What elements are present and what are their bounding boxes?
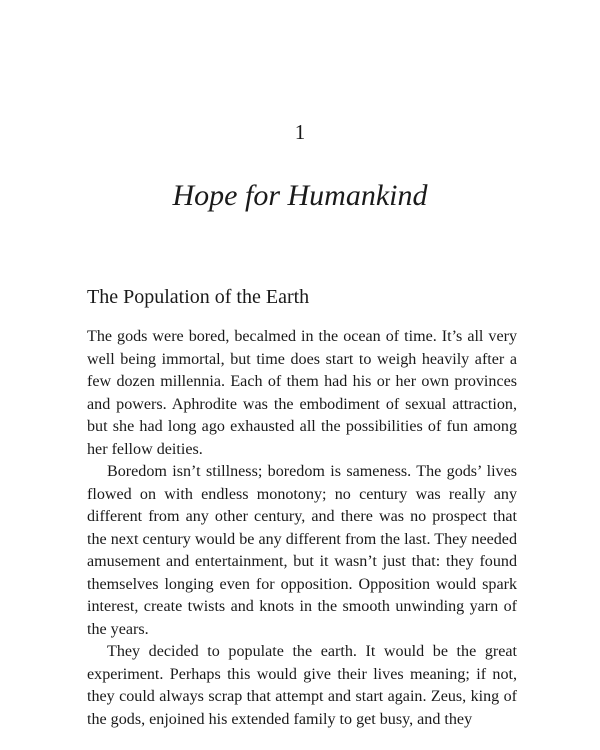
- paragraph-1: The gods were bored, becalmed in the ocean of time. It’s all very well being immortal, but time does start to weigh heavily after a few dozen millennia. Each of them had his or her own provinces and powers. Aphrodite was the embodiment of sexual attraction, but she had long ago exhausted all the possibilities of fun among her fellow deities.: [87, 328, 517, 458]
- section-heading: The Population of the Earth: [87, 286, 310, 308]
- chapter-title: Hope for Humankind: [172, 179, 428, 212]
- body-text: [87, 326, 517, 731]
- chapter-number: 1: [294, 120, 306, 144]
- paragraph-3: They decided to populate the earth. It would be the great experiment. Perhaps this would give their lives meaning; if not, they could always scrap that attempt and start again. Zeus, king of the gods, enjoined his extended family to get busy, and they: [87, 643, 517, 728]
- paragraph-2: Boredom isn’t stillness; boredom is sameness. The gods’ lives flowed on with endless monotony; no century was really any different from any other century, and there was no prospect that the next century would be any different from the last. They needed amusement and entertainment, but it wasn’t just that: they found themselves longing even for opposition. Opposition would spark interest, create twists and knots in the smooth unwinding yarn of the years.: [87, 463, 517, 638]
